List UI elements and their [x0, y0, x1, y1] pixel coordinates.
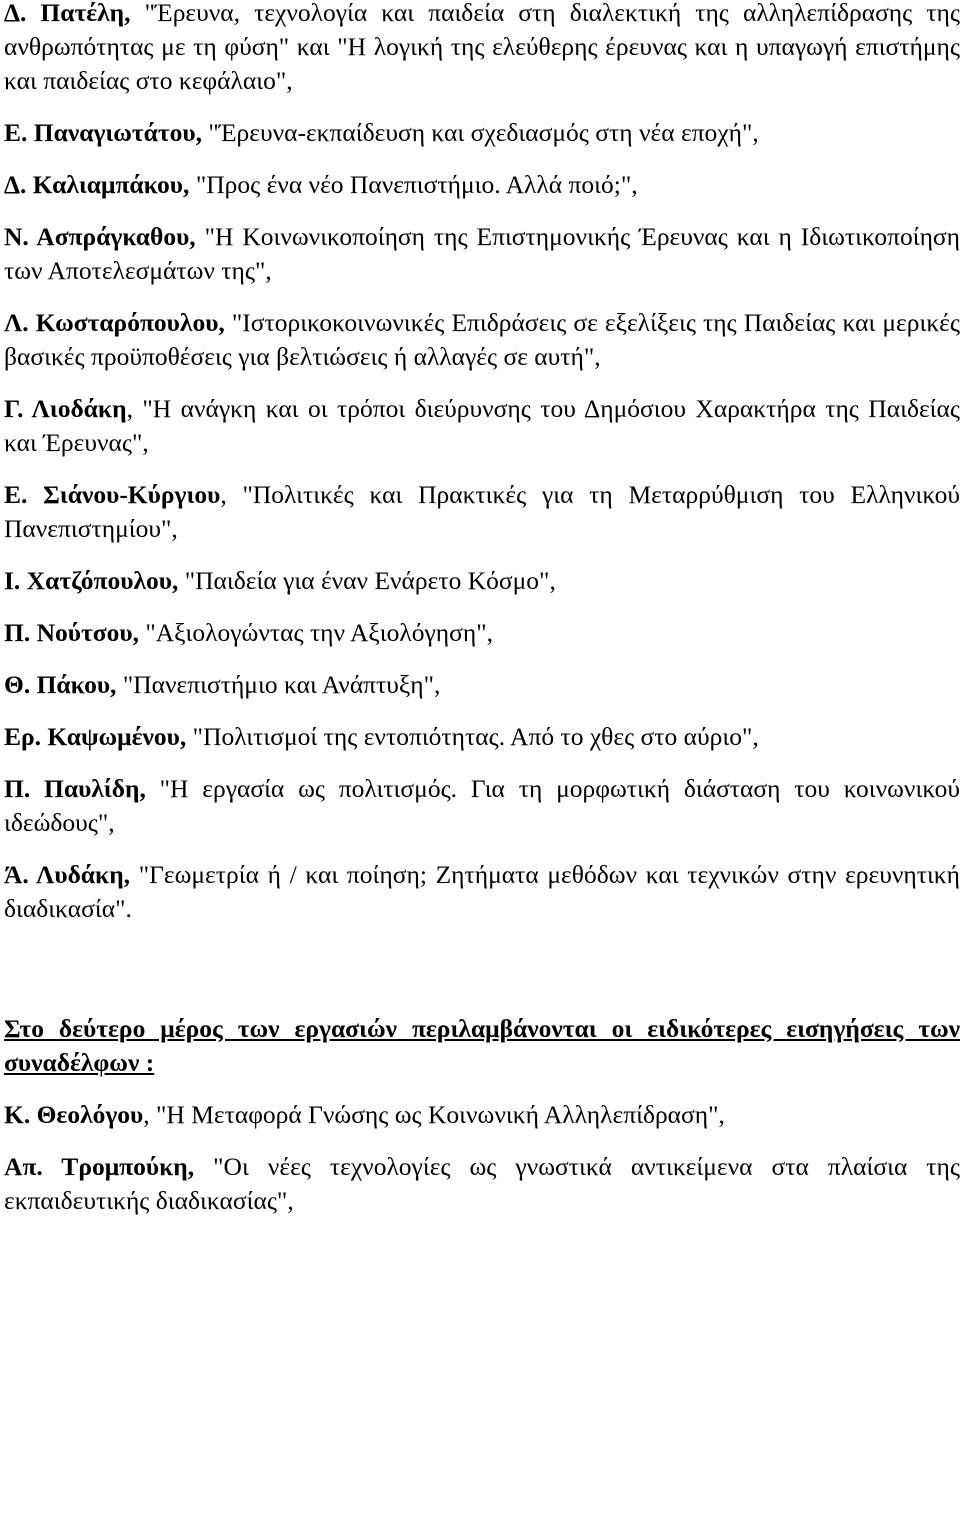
reference-entry [4, 168, 960, 202]
entry-author: Ι. Χατζόπουλου, [4, 566, 179, 595]
reference-entry [4, 306, 960, 374]
entry-title: "Αξιολογώντας την Αξιολόγηση", [138, 618, 493, 647]
entry-title: "Η Κοινωνικοποίηση της Επιστημονικής Έρευνας και η Ιδιωτικοποίηση των Αποτελεσμάτων της", [4, 222, 960, 285]
entry-title: "Παιδεία για έναν Ενάρετο Κόσμο", [178, 566, 556, 595]
reference-entry [4, 720, 960, 754]
entry-title: "Οι νέες τεχνολογίες ως γνωστικά αντικείμενα στα πλαίσια της εκπαιδευτικής διαδικασίας", [4, 1152, 960, 1215]
reference-entry [4, 0, 960, 98]
entry-title: "Ιστορικοκοινωνικές Επιδράσεις σε εξελίξεις της Παιδείας και μερικές βασικές προϋποθέσεις για βελτιώσεις ή αλλαγές σε αυτή", [4, 308, 960, 371]
entry-title: , "Πολιτικές και Πρακτικές για τη Μεταρρύθμιση του Ελληνικού Πανεπιστημίου", [4, 480, 960, 543]
reference-entry [4, 392, 960, 460]
reference-entry [4, 668, 960, 702]
entry-title: , "Η ανάγκη και οι τρόποι διεύρυνσης του Δημόσιου Χαρακτήρα της Παιδείας και Έρευνας", [4, 394, 960, 457]
reference-entry [4, 116, 960, 150]
entry-title: "Έρευνα, τεχνολογία και παιδεία στη διαλεκτική της αλληλεπίδρασης της ανθρωπότητας με τη φύση" και "Η λογική της ελεύθερης έρευνας και η υπαγωγή επιστήμης και παιδείας στο κεφάλαιο", [4, 0, 960, 95]
entry-title: "Προς ένα νέο Πανεπιστήμιο. Αλλά ποιό;", [189, 170, 638, 199]
entry-author: Δ. Καλιαμπάκου, [4, 170, 190, 199]
reference-entry [4, 564, 960, 598]
reference-entry [4, 220, 960, 288]
entry-author: Λ. Κωσταρόπουλου, [4, 308, 225, 337]
entry-title: "Πολιτισμοί της εντοπιότητας. Από το χθες στο αύριο", [186, 722, 759, 751]
reference-entry [4, 478, 960, 546]
entry-title: "Πανεπιστήμιο και Ανάπτυξη", [116, 670, 441, 699]
entry-author: Π. Παυλίδη, [4, 774, 146, 803]
entry-title: , "Η Μεταφορά Γνώσης ως Κοινωνική Αλληλεπίδραση", [143, 1100, 725, 1129]
entry-title: "Έρευνα-εκπαίδευση και σχεδιασμός στη νέα εποχή", [202, 118, 759, 147]
entry-title: "Η εργασία ως πολιτισμός. Για τη μορφωτική διάσταση του κοινωνικού ιδεώδους", [4, 774, 960, 837]
reference-entry [4, 1150, 960, 1218]
entry-author: Απ. Τρομπούκη, [4, 1152, 195, 1181]
reference-entry [4, 616, 960, 650]
reference-entry [4, 858, 960, 926]
entry-author: Κ. Θεολόγου [4, 1100, 144, 1129]
entry-title: "Γεωμετρία ή / και ποίηση; Ζητήματα μεθόδων και τεχνικών στην ερευνητική διαδικασία". [4, 860, 960, 923]
entry-author: Ν. Ασπράγκαθου, [4, 222, 196, 251]
entry-author: Θ. Πάκου, [4, 670, 117, 699]
reference-entry [4, 1098, 960, 1132]
entry-author: Ερ. Καψωμένου, [4, 722, 187, 751]
reference-entry [4, 772, 960, 840]
entry-author: Ε. Σιάνου-Κύργιου [4, 480, 221, 509]
entry-author: Ε. Παναγιωτάτου, [4, 118, 203, 147]
entry-author: Π. Νούτσου, [4, 618, 139, 647]
section-heading: Στο δεύτερο μέρος των εργασιών περιλαμβάνονται οι ειδικότερες εισηγήσεις των συναδέλφων : [4, 1014, 960, 1077]
entry-author: Γ. Λιοδάκη [4, 394, 127, 423]
entry-author: Ά. Λυδάκη, [4, 860, 131, 889]
entry-author: Δ. Πατέλη, [4, 0, 131, 27]
